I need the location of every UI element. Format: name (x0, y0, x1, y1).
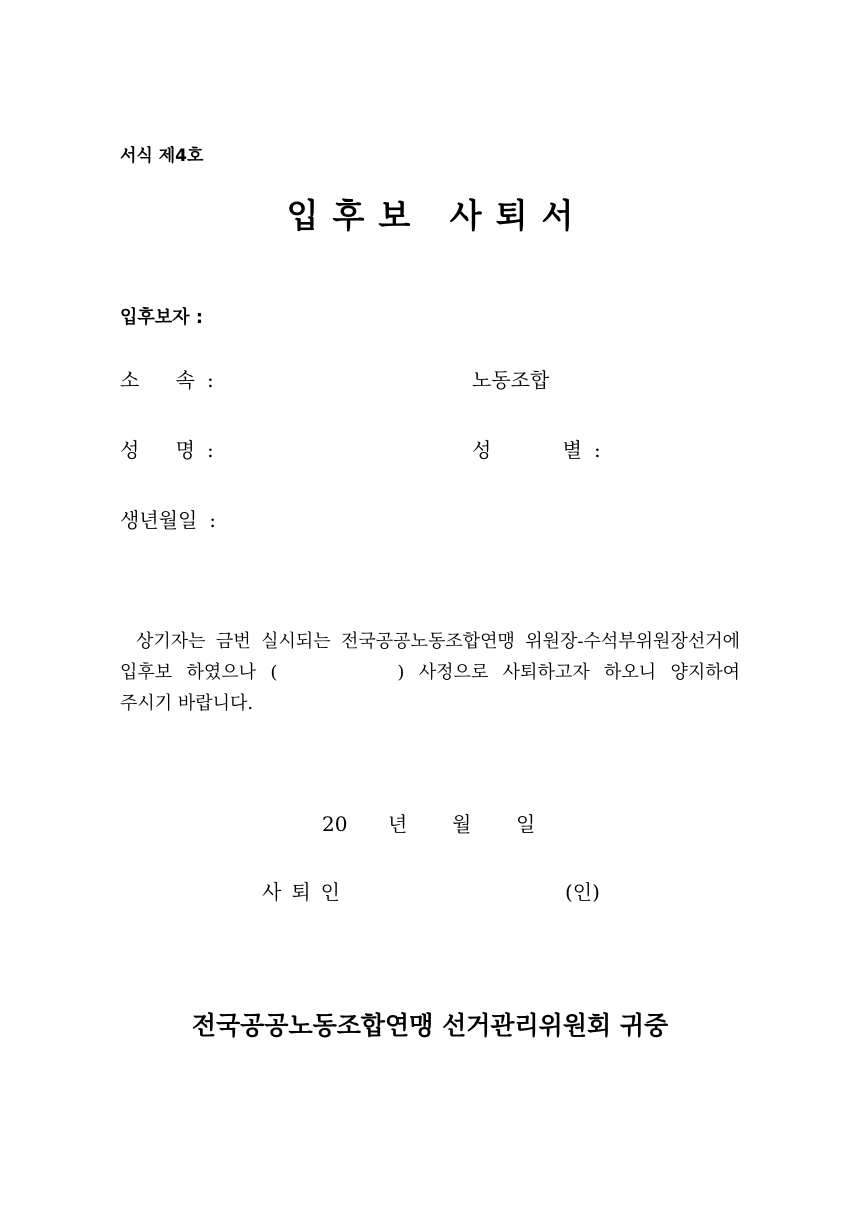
birthdate-label (120, 504, 216, 533)
statement-line-2-after: ) 사정으로 사퇴하고자 하오니 양지하여 (397, 662, 740, 683)
seal-mark: (인) (565, 880, 600, 904)
affiliation-label-char-1: 소 (120, 368, 140, 392)
addressee: 전국공공노동조합연맹 선거관리위원회 귀중 (191, 1011, 669, 1040)
date-year-prefix: 20 (322, 812, 348, 836)
date-month-unit: 월 (452, 812, 472, 836)
statement-line-2 (120, 657, 740, 688)
gender-label-char-2: 별 (562, 438, 582, 462)
statement-line-1: 상기자는 금번 실시되는 전국공공노동조합연맹 위원장-수석부위원장선거에 (136, 631, 740, 652)
signer-label: 사퇴인 (262, 880, 350, 904)
date-year-unit: 년 (388, 812, 408, 836)
statement-line-2-before: 입후보 하였으나 ( (120, 662, 278, 683)
birthdate-label-text: 생년월일 (120, 508, 198, 532)
birthdate-colon: : (209, 508, 217, 532)
date-day-unit: 일 (516, 812, 536, 836)
gender-label (472, 434, 601, 463)
gender-colon: : (594, 438, 601, 462)
statement-line-3: 주시기 바랍니다. (120, 693, 254, 714)
resignation-statement (120, 626, 740, 719)
gender-label-char-1: 성 (472, 438, 492, 462)
affiliation-colon: : (207, 368, 214, 392)
name-label-char-2: 명 (175, 438, 195, 462)
affiliation-label (120, 364, 214, 393)
candidate-heading: 입후보자 : (120, 307, 204, 328)
affiliation-value: 노동조합 (472, 368, 550, 392)
affiliation-label-char-2: 속 (175, 368, 195, 392)
document-title: 입후보 사퇴서 (286, 196, 588, 235)
name-colon: : (207, 438, 214, 462)
name-label-char-1: 성 (120, 438, 140, 462)
signer-line (262, 876, 350, 905)
name-label (120, 434, 214, 463)
form-number: 서식 제4호 (120, 146, 204, 166)
date-line (322, 808, 535, 837)
